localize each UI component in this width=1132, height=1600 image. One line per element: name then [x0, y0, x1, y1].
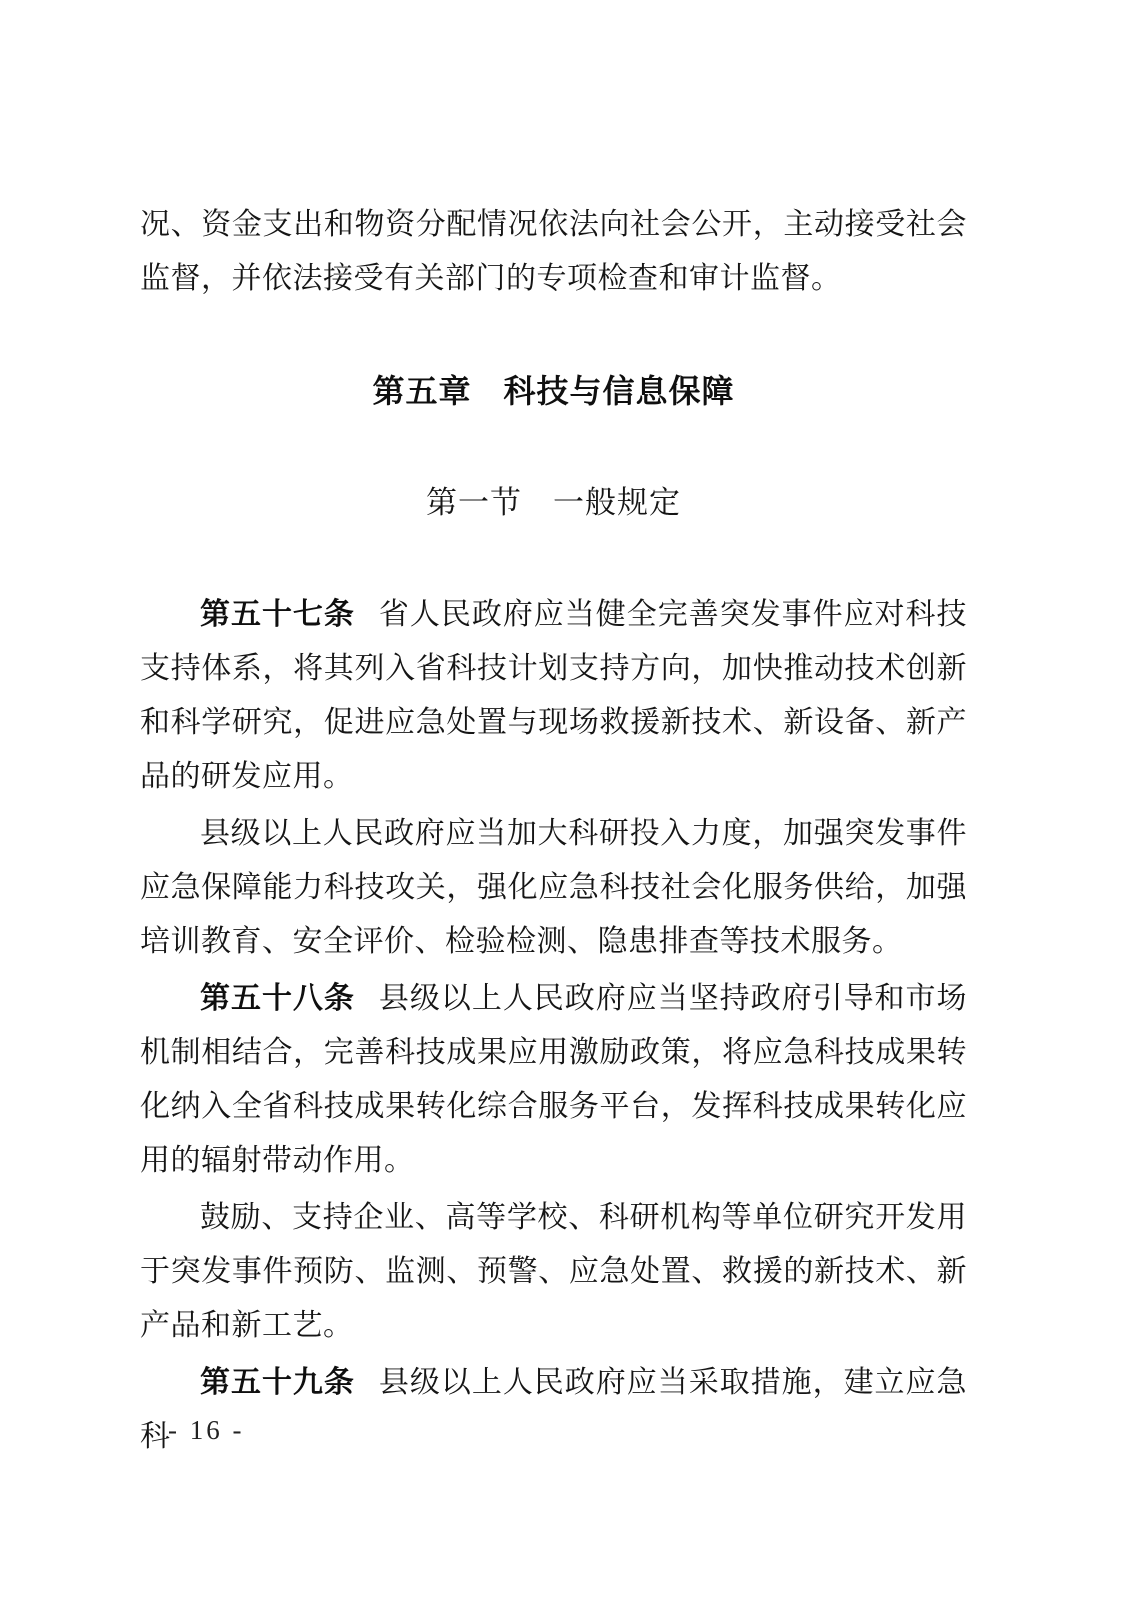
article-58-paragraph-2: 鼓励、支持企业、高等学校、科研机构等单位研究开发用于突发事件预防、监测、预警、应急处置、救援的新技术、新产品和新工艺。 [140, 1201, 967, 1342]
article-59-label: 第五十九条 [200, 1366, 355, 1399]
article-58-text-1: 县级以上人民政府应当坚持政府引导和市场机制相结合，完善科技成果应用激励政策，将应急科技成果转化纳入全省科技成果转化综合服务平台，发挥科技成果转化应用的辐射带动作用。 [140, 982, 968, 1177]
article-57-text-1: 省人民政府应当健全完善突发事件应对科技支持体系，将其列入省科技计划支持方向，加快推动技术创新和科学研究，促进应急处置与现场救援新技术、新设备、新产品的研发应用。 [140, 598, 968, 793]
article-58-label: 第五十八条 [200, 982, 355, 1015]
chapter-number: 第五章 [372, 373, 472, 409]
section-number: 第一节 [426, 485, 522, 520]
article-59-paragraph-1 [140, 1356, 967, 1464]
page-number: - 16 - [168, 1415, 245, 1445]
article-57-paragraph-1 [140, 588, 967, 804]
chapter-title: 科技与信息保障 [503, 373, 735, 409]
article-58-paragraph-1 [140, 972, 967, 1188]
chapter-heading [140, 364, 967, 418]
section-title: 一般规定 [553, 485, 681, 520]
continuation-paragraph: 况、资金支出和物资分配情况依法向社会公开，主动接受社会监督，并依法接受有关部门的专项检查和审计监督。 [140, 208, 967, 295]
article-57-paragraph-2: 县级以上人民政府应当加大科研投入力度，加强突发事件应急保障能力科技攻关，强化应急科技社会化服务供给，加强培训教育、安全评价、检验检测、隐患排查等技术服务。 [140, 817, 967, 958]
article-59-text-1: 县级以上人民政府应当采取措施，建立应急科 [140, 1366, 968, 1453]
article-57-label: 第五十七条 [200, 598, 355, 631]
section-heading [140, 476, 967, 530]
